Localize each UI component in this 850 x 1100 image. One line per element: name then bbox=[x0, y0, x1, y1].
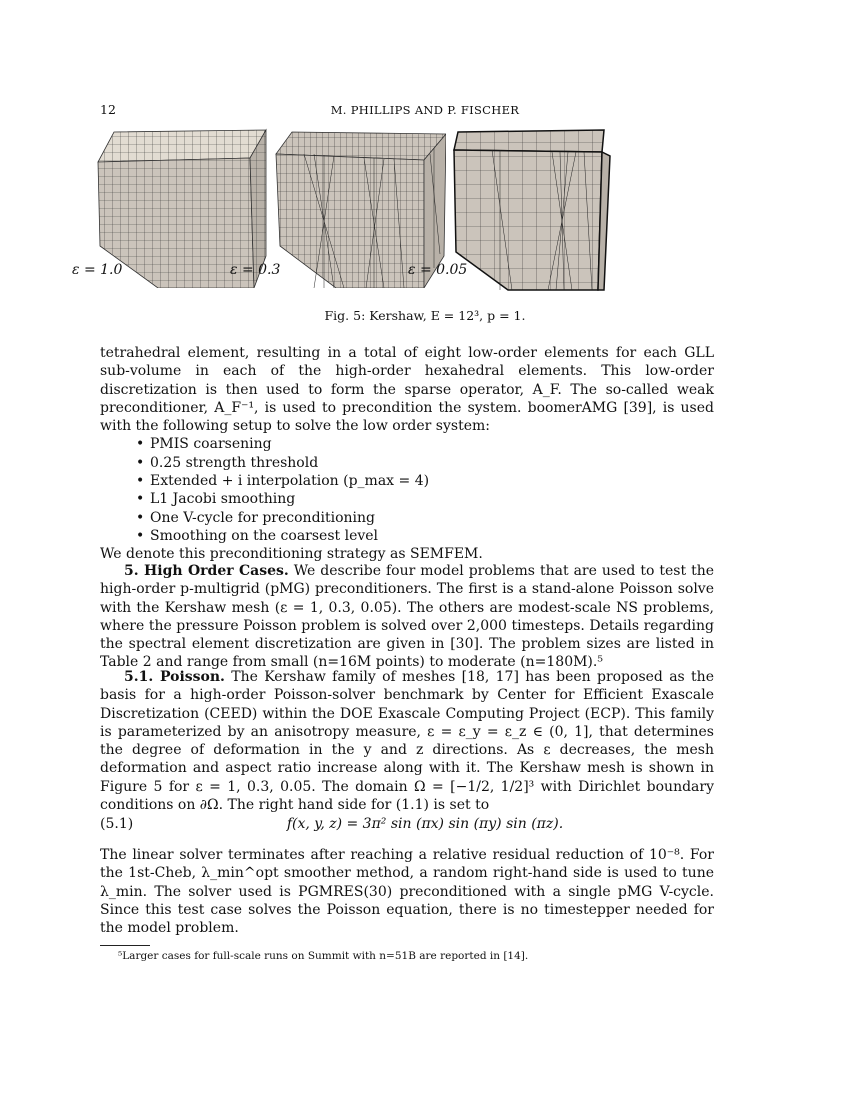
section-5-body: We describe four model problems that are used to test the high-order p-multigrid (pMG) preconditioners. The first is a stand-alone Poisson solve with the Kershaw mesh (ε = 1, 0.3, 0.05). The others are modest-scale NS problems, where the pressure Poisson problem is solved over 2,000 timesteps. Details regarding the spectral element discretization are given in [30]. The problem sizes are listed in Table 2 and range from small (n=16M points) to moderate (n=180M).⁵ bbox=[100, 563, 715, 671]
panel-label-eps-0.3: ε = 0.3 bbox=[230, 262, 281, 278]
boomeramg-settings-list bbox=[100, 435, 714, 545]
list-item: • L1 Jacobi smoothing bbox=[136, 490, 714, 508]
section-5-1-body: The Kershaw family of meshes [18, 17] has been proposed as the basis for a high-order Poisson-solver benchmark by Center for Efficient Exascale Discretization (CEED) within the DOE Exascale Computing Project (ECP). This family is parameterized by an anisotropy measure, ε = ε_y = ε_z ∈ (0, 1], that determines the degree of deformation in the y and z directions. As ε decreases, the mesh deformation and aspect ratio increase along with it. The Kershaw mesh is shown in Figure 5 for ε = 1, 0.3, 0.05. The domain Ω = [−1/2, 1/2]³ with Dirichlet boundary conditions on ∂Ω. The right hand side for (1.1) is set to bbox=[100, 669, 714, 814]
list-item: • Smoothing on the coarsest level bbox=[136, 527, 714, 545]
section-5-title: 5. High Order Cases. bbox=[124, 563, 289, 579]
semfem-sentence: We denote this preconditioning strategy as SEMFEM. bbox=[100, 546, 483, 563]
list-item: • One V-cycle for preconditioning bbox=[136, 509, 714, 527]
list-item: • PMIS coarsening bbox=[136, 435, 714, 453]
mesh-cube-eps-0.05 bbox=[452, 128, 624, 292]
section-5-1-title: 5.1. Poisson. bbox=[124, 669, 225, 685]
panel-label-eps-0.05: ε = 0.05 bbox=[408, 262, 468, 278]
solver-text: The linear solver terminates after reaching a relative residual reduction of 10⁻⁸. For the 1st-Cheb, λ_min^opt smoother method, a random right-hand side is used to tune λ_min. The solver used is PGMRES(30) preconditioned with a single pMG V-cycle. Since this test case solves the Poisson equation, there is no timestepper needed for the model problem. bbox=[100, 847, 714, 937]
equation-5-1: f(x, y, z) = 3π² sin (πx) sin (πy) sin (πz). bbox=[286, 816, 564, 832]
footnote: ⁵Larger cases for full-scale runs on Summit with n=51B are reported in [14]. bbox=[118, 950, 529, 962]
panel-label-eps-1: ε = 1.0 bbox=[72, 262, 123, 278]
figure-caption: Fig. 5: Kershaw, E = 12³, p = 1. bbox=[324, 308, 526, 323]
page-number: 12 bbox=[100, 102, 116, 117]
running-head: M. PHILLIPS AND P. FISCHER bbox=[330, 103, 520, 117]
section-5 bbox=[100, 562, 714, 672]
list-item: • Extended + i interpolation (p_max = 4) bbox=[136, 472, 714, 490]
equation-label: (5.1) bbox=[100, 816, 134, 832]
footnote-rule bbox=[100, 945, 150, 946]
section-5-1 bbox=[100, 668, 714, 814]
intro-paragraph: tetrahedral element, resulting in a total of eight low-order elements for each GLL sub-volume in each of the high-order hexahedral elements. This low-order discretization is then used to form the sparse operator, A_F. The so-called weak preconditioner, A_F⁻¹, is used to precondition the system. boomerAMG [39], is used with the following setup to solve the low order system: bbox=[100, 345, 714, 435]
intro-block bbox=[100, 344, 714, 564]
list-item: • 0.25 strength threshold bbox=[136, 454, 714, 472]
solver-paragraph bbox=[100, 846, 714, 937]
